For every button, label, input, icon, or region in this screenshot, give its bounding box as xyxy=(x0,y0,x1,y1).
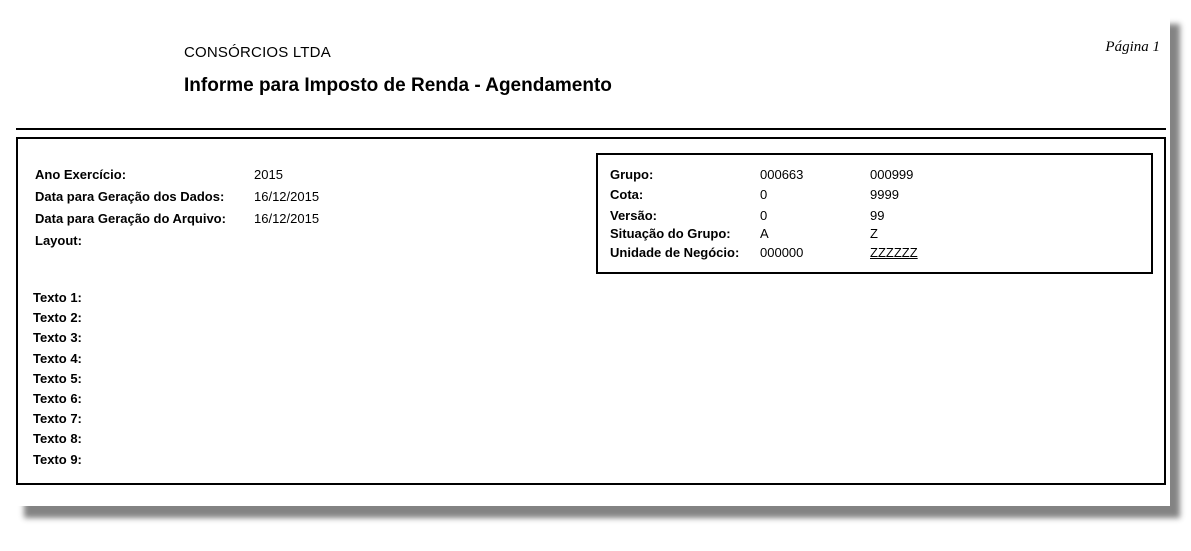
range-label: Situação do Grupo: xyxy=(610,226,731,241)
range-to: Z xyxy=(870,226,878,241)
range-row-unidade xyxy=(610,245,1140,263)
range-to: ZZZZZZ xyxy=(870,245,918,260)
param-label: Layout: xyxy=(35,233,82,248)
range-label: Unidade de Negócio: xyxy=(610,245,740,260)
texts-section xyxy=(33,290,82,472)
header-divider xyxy=(16,128,1166,130)
range-label: Cota: xyxy=(610,187,644,202)
range-row-situacao xyxy=(610,226,1140,244)
text-label-8: Texto 8: xyxy=(33,431,82,447)
range-to: 000999 xyxy=(870,167,914,182)
range-from: 000663 xyxy=(760,167,804,182)
company-name: CONSÓRCIOS LTDA xyxy=(184,44,331,61)
text-label-6: Texto 6: xyxy=(33,390,82,406)
range-from: 000000 xyxy=(760,245,804,260)
text-label-4: Texto 4: xyxy=(33,350,82,366)
range-to: 9999 xyxy=(870,187,899,202)
page-number: Página 1 xyxy=(1105,39,1160,55)
text-label-5: Texto 5: xyxy=(33,370,82,386)
param-label: Data para Geração do Arquivo: xyxy=(35,211,226,226)
range-from: 0 xyxy=(760,187,768,202)
param-value: 16/12/2015 xyxy=(254,211,320,226)
param-value: 2015 xyxy=(254,167,283,182)
range-from: 0 xyxy=(760,208,768,223)
report-page xyxy=(12,12,1170,506)
report-title: Informe para Imposto de Renda - Agendamento xyxy=(184,75,612,96)
range-filters-box xyxy=(596,153,1153,274)
param-label: Ano Exercício: xyxy=(35,167,127,182)
param-label: Data para Geração dos Dados: xyxy=(35,189,225,204)
range-row-cota xyxy=(610,187,1140,205)
range-label: Grupo: xyxy=(610,167,654,182)
range-row-versao xyxy=(610,208,1140,226)
text-label-9: Texto 9: xyxy=(33,451,82,467)
text-label-2: Texto 2: xyxy=(33,310,82,326)
range-to: 99 xyxy=(870,208,885,223)
range-row-grupo xyxy=(610,167,1140,185)
range-label: Versão: xyxy=(610,208,657,223)
text-label-3: Texto 3: xyxy=(33,330,82,346)
text-label-1: Texto 1: xyxy=(33,290,82,305)
range-from: A xyxy=(760,226,769,241)
text-label-7: Texto 7: xyxy=(33,411,82,427)
report-body-box xyxy=(16,137,1166,485)
param-value: 16/12/2015 xyxy=(254,189,320,204)
